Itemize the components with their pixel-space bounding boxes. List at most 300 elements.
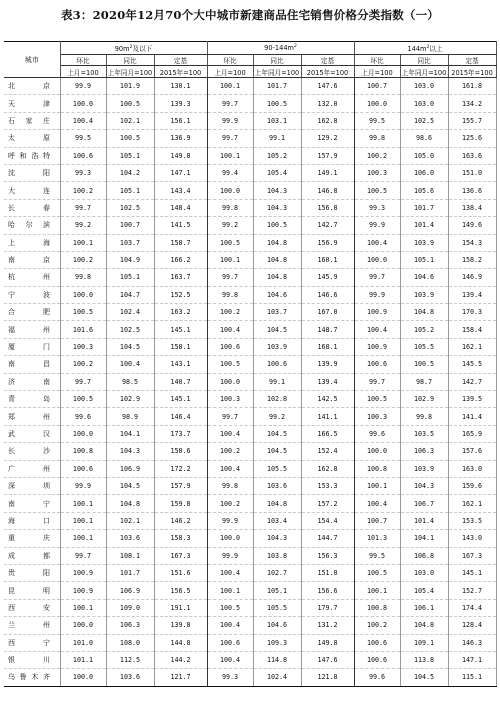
index-value-cell: 101.4 [400, 512, 448, 529]
index-value-cell: 156.9 [301, 234, 354, 251]
index-value-cell: 98.6 [400, 130, 448, 147]
index-value-cell: 146.3 [448, 634, 496, 651]
table-row [4, 130, 496, 147]
index-value-cell: 104.5 [106, 477, 154, 494]
index-value-cell: 143.4 [154, 182, 207, 199]
group-label: 90m [114, 45, 130, 53]
index-value-cell: 143.0 [448, 530, 496, 547]
index-value-cell: 158.1 [154, 338, 207, 355]
index-value-cell: 100.1 [60, 530, 106, 547]
base-header-cell: 上年同月=100 [400, 66, 448, 78]
index-value-cell: 99.8 [207, 199, 253, 216]
index-value-cell: 145.1 [154, 391, 207, 408]
index-value-cell: 170.3 [448, 304, 496, 321]
index-value-cell: 162.1 [448, 495, 496, 512]
table-row [4, 251, 496, 268]
index-value-cell: 106.7 [400, 495, 448, 512]
index-value-cell: 100.2 [354, 617, 400, 634]
city-cell [4, 477, 60, 494]
index-value-cell: 99.9 [354, 286, 400, 303]
table-row [4, 391, 496, 408]
city-name: 北京 [8, 82, 50, 91]
city-name: 杭州 [8, 273, 50, 282]
index-value-cell: 101.6 [60, 321, 106, 338]
index-value-cell: 104.3 [253, 530, 301, 547]
sub-header-cell: 环比 [354, 55, 400, 66]
table-row [4, 304, 496, 321]
index-value-cell: 109.3 [253, 634, 301, 651]
index-value-cell: 100.1 [60, 512, 106, 529]
index-value-cell: 104.5 [400, 669, 448, 686]
index-value-cell: 100.5 [400, 356, 448, 373]
index-value-cell: 102.4 [106, 304, 154, 321]
index-value-cell: 105.6 [400, 182, 448, 199]
city-cell [4, 95, 60, 112]
index-value-cell: 100.4 [207, 460, 253, 477]
index-value-cell: 161.8 [448, 78, 496, 95]
city-cell [4, 425, 60, 442]
table-row [4, 512, 496, 529]
index-value-cell: 108.1 [106, 547, 154, 564]
index-value-cell: 100.7 [106, 217, 154, 234]
index-value-cell: 99.9 [207, 112, 253, 129]
city-name: 长沙 [8, 447, 50, 456]
index-value-cell: 156.5 [154, 582, 207, 599]
index-value-cell: 172.2 [154, 460, 207, 477]
index-value-cell: 104.8 [106, 495, 154, 512]
index-value-cell: 101.1 [60, 651, 106, 668]
index-value-cell: 100.5 [253, 95, 301, 112]
city-cell [4, 78, 60, 95]
index-value-cell: 100.2 [60, 251, 106, 268]
index-value-cell: 156.8 [301, 199, 354, 216]
index-value-cell: 102.9 [400, 391, 448, 408]
city-name: 银川 [8, 656, 50, 665]
index-value-cell: 101.7 [253, 78, 301, 95]
table-row [4, 182, 496, 199]
city-cell [4, 460, 60, 477]
city-name: 厦门 [8, 343, 50, 352]
index-value-cell: 141.5 [154, 217, 207, 234]
city-name: 武汉 [8, 430, 50, 438]
index-value-cell: 100.4 [354, 234, 400, 251]
index-value-cell: 100.2 [207, 304, 253, 321]
index-value-cell: 98.7 [400, 373, 448, 390]
index-value-cell: 104.1 [106, 425, 154, 442]
index-value-cell: 179.7 [301, 599, 354, 616]
city-name: 青岛 [8, 395, 50, 404]
table-row [4, 617, 496, 634]
index-value-cell: 99.2 [253, 408, 301, 425]
city-cell [4, 321, 60, 338]
table-row [4, 477, 496, 494]
index-value-cell: 141.1 [301, 408, 354, 425]
base-header-cell: 2015年=100 [448, 66, 496, 78]
city-cell [4, 373, 60, 390]
index-value-cell: 112.5 [106, 651, 154, 668]
city-cell [4, 495, 60, 512]
index-value-cell: 154.3 [448, 234, 496, 251]
base-header-cell: 2015年=100 [154, 66, 207, 78]
index-value-cell: 99.9 [60, 477, 106, 494]
table-row [4, 286, 496, 303]
city-name: 天津 [8, 99, 50, 108]
index-value-cell: 103.5 [400, 425, 448, 442]
index-value-cell: 103.8 [253, 547, 301, 564]
table-row [4, 269, 496, 286]
index-value-cell: 102.5 [400, 112, 448, 129]
index-value-cell: 101.3 [354, 530, 400, 547]
index-value-cell: 152.7 [448, 582, 496, 599]
city-name: 昆明 [8, 586, 50, 595]
index-value-cell: 160.1 [301, 251, 354, 268]
index-value-cell: 100.3 [354, 164, 400, 181]
index-value-cell: 102.4 [253, 669, 301, 686]
index-value-cell: 100.5 [106, 130, 154, 147]
city-cell [4, 599, 60, 616]
index-value-cell: 100.0 [60, 617, 106, 634]
index-value-cell: 99.7 [207, 95, 253, 112]
index-value-cell: 152.5 [154, 286, 207, 303]
index-value-cell: 151.0 [301, 564, 354, 581]
index-value-cell: 100.0 [207, 182, 253, 199]
index-value-cell: 102.1 [106, 112, 154, 129]
index-value-cell: 99.6 [60, 408, 106, 425]
index-value-cell: 191.1 [154, 599, 207, 616]
index-value-cell: 101.7 [400, 199, 448, 216]
index-value-cell: 174.4 [448, 599, 496, 616]
index-value-cell: 99.5 [354, 547, 400, 564]
index-value-cell: 100.1 [207, 147, 253, 164]
index-value-cell: 99.7 [207, 130, 253, 147]
city-name: 重庆 [8, 534, 50, 543]
index-value-cell: 105.5 [253, 460, 301, 477]
table-row [4, 234, 496, 251]
index-value-cell: 136.6 [448, 182, 496, 199]
index-value-cell: 99.3 [60, 164, 106, 181]
index-value-cell: 100.0 [354, 95, 400, 112]
index-value-cell: 156.1 [154, 112, 207, 129]
index-value-cell: 105.5 [253, 599, 301, 616]
sub-header-row [4, 55, 496, 66]
index-value-cell: 100.0 [354, 443, 400, 460]
index-value-cell: 129.2 [301, 130, 354, 147]
sub-header-cell: 环比 [207, 55, 253, 66]
city-name: 太原 [8, 134, 50, 143]
index-value-cell: 100.2 [60, 356, 106, 373]
index-value-cell: 100.4 [207, 425, 253, 442]
index-value-cell: 145.1 [154, 321, 207, 338]
group-label-sup: 2 [293, 43, 297, 49]
index-value-cell: 100.5 [207, 356, 253, 373]
index-value-cell: 132.0 [301, 95, 354, 112]
index-value-cell: 100.2 [207, 443, 253, 460]
index-value-cell: 99.7 [60, 373, 106, 390]
index-value-cell: 158.3 [154, 530, 207, 547]
index-value-cell: 100.1 [207, 78, 253, 95]
index-value-cell: 168.1 [301, 338, 354, 355]
index-value-cell: 104.3 [253, 199, 301, 216]
base-header-cell: 上月=100 [354, 66, 400, 78]
index-value-cell: 105.1 [106, 269, 154, 286]
index-value-cell: 144.2 [154, 651, 207, 668]
index-value-cell: 100.8 [354, 460, 400, 477]
index-value-cell: 106.9 [106, 460, 154, 477]
table-row [4, 669, 496, 686]
index-value-cell: 154.4 [301, 512, 354, 529]
index-value-cell: 101.7 [106, 564, 154, 581]
group-label: 144m [407, 45, 427, 53]
sub-header-cell: 定基 [154, 55, 207, 66]
index-value-cell: 106.0 [400, 164, 448, 181]
city-name: 呼和浩特 [8, 151, 50, 160]
index-value-cell: 121.7 [154, 669, 207, 686]
index-value-cell: 100.1 [60, 234, 106, 251]
index-value-cell: 100.4 [106, 356, 154, 373]
index-value-cell: 138.4 [448, 199, 496, 216]
city-name: 深圳 [8, 482, 50, 491]
index-value-cell: 99.9 [207, 547, 253, 564]
index-value-cell: 115.1 [448, 669, 496, 686]
index-value-cell: 99.7 [60, 547, 106, 564]
index-value-cell: 158.4 [448, 321, 496, 338]
index-value-cell: 100.1 [354, 582, 400, 599]
index-value-cell: 134.2 [448, 95, 496, 112]
index-value-cell: 151.0 [448, 164, 496, 181]
index-value-cell: 100.8 [60, 443, 106, 460]
index-value-cell: 100.8 [354, 599, 400, 616]
index-value-cell: 102.5 [106, 321, 154, 338]
index-value-cell: 100.3 [60, 338, 106, 355]
index-value-cell: 162.1 [448, 338, 496, 355]
index-value-cell: 103.1 [253, 112, 301, 129]
index-value-cell: 156.6 [301, 582, 354, 599]
index-value-cell: 103.7 [253, 304, 301, 321]
index-value-cell: 100.9 [354, 338, 400, 355]
table-row [4, 112, 496, 129]
index-value-cell: 149.8 [301, 634, 354, 651]
index-value-cell: 104.5 [253, 443, 301, 460]
index-value-cell: 100.1 [354, 477, 400, 494]
city-name: 西宁 [8, 638, 50, 647]
table-row [4, 338, 496, 355]
index-value-cell: 157.9 [301, 147, 354, 164]
index-value-cell: 98.5 [106, 373, 154, 390]
index-value-cell: 104.7 [106, 286, 154, 303]
index-value-cell: 114.8 [253, 651, 301, 668]
table-row [4, 217, 496, 234]
table-row [4, 564, 496, 581]
city-name: 贵阳 [8, 569, 50, 578]
index-value-cell: 148.4 [154, 199, 207, 216]
index-value-cell: 156.3 [301, 547, 354, 564]
table-row [4, 582, 496, 599]
index-value-cell: 100.5 [60, 304, 106, 321]
index-value-cell: 105.1 [106, 147, 154, 164]
index-value-cell: 101.4 [400, 217, 448, 234]
table-row [4, 199, 496, 216]
table-row [4, 547, 496, 564]
index-value-cell: 99.7 [207, 408, 253, 425]
city-cell [4, 217, 60, 234]
index-value-cell: 100.4 [207, 564, 253, 581]
index-value-cell: 146.6 [301, 286, 354, 303]
table-row [4, 460, 496, 477]
index-value-cell: 105.4 [400, 582, 448, 599]
index-value-cell: 104.3 [106, 443, 154, 460]
group-header-small [60, 42, 207, 55]
index-value-cell: 100.3 [207, 391, 253, 408]
index-value-cell: 99.1 [253, 130, 301, 147]
index-value-cell: 100.5 [354, 182, 400, 199]
index-value-cell: 99.7 [354, 373, 400, 390]
index-value-cell: 100.6 [207, 634, 253, 651]
index-value-cell: 140.7 [154, 373, 207, 390]
index-value-cell: 104.8 [253, 234, 301, 251]
city-cell [4, 443, 60, 460]
index-value-cell: 153.5 [448, 512, 496, 529]
index-value-cell: 99.8 [354, 130, 400, 147]
index-value-cell: 139.3 [154, 95, 207, 112]
index-value-cell: 105.0 [400, 147, 448, 164]
index-value-cell: 173.7 [154, 425, 207, 442]
city-name: 上海 [8, 238, 50, 247]
base-header-cell: 上月=100 [60, 66, 106, 78]
index-value-cell: 100.1 [60, 495, 106, 512]
index-value-cell: 101.0 [60, 634, 106, 651]
index-value-cell: 100.5 [60, 391, 106, 408]
city-name: 兰州 [8, 621, 50, 630]
index-value-cell: 99.3 [354, 199, 400, 216]
city-cell [4, 634, 60, 651]
index-value-cell: 157.9 [154, 477, 207, 494]
index-value-cell: 150.6 [154, 443, 207, 460]
index-value-cell: 103.6 [106, 530, 154, 547]
index-value-cell: 99.5 [354, 112, 400, 129]
group-header-large [354, 42, 496, 55]
index-value-cell: 100.2 [354, 147, 400, 164]
index-value-cell: 100.4 [207, 321, 253, 338]
city-cell [4, 147, 60, 164]
index-value-cell: 100.6 [60, 460, 106, 477]
index-value-cell: 104.8 [253, 495, 301, 512]
index-value-cell: 108.0 [106, 634, 154, 651]
price-index-table [4, 41, 497, 687]
index-value-cell: 125.6 [448, 130, 496, 147]
index-value-cell: 100.1 [60, 599, 106, 616]
index-value-cell: 100.9 [60, 564, 106, 581]
city-cell [4, 251, 60, 268]
index-value-cell: 159.6 [448, 477, 496, 494]
index-value-cell: 149.6 [448, 217, 496, 234]
index-value-cell: 99.7 [207, 269, 253, 286]
index-value-cell: 109.1 [400, 634, 448, 651]
table-row [4, 95, 496, 112]
index-value-cell: 106.3 [400, 443, 448, 460]
index-value-cell: 100.5 [106, 95, 154, 112]
index-value-cell: 104.3 [253, 182, 301, 199]
table-row [4, 408, 496, 425]
sub-header-cell: 同比 [106, 55, 154, 66]
city-name: 济南 [8, 377, 50, 386]
index-value-cell: 152.4 [301, 443, 354, 460]
index-value-cell: 104.8 [400, 617, 448, 634]
city-name: 广州 [8, 464, 50, 473]
index-value-cell: 100.0 [60, 95, 106, 112]
index-value-cell: 158.2 [448, 251, 496, 268]
index-value-cell: 99.2 [60, 217, 106, 234]
city-name: 乌鲁木齐 [8, 673, 50, 682]
index-value-cell: 100.0 [207, 530, 253, 547]
city-cell [4, 112, 60, 129]
sub-header-cell: 定基 [448, 55, 496, 66]
city-column-header: 城市 [4, 42, 60, 78]
index-value-cell: 99.5 [60, 130, 106, 147]
city-cell [4, 408, 60, 425]
index-value-cell: 142.7 [448, 373, 496, 390]
city-cell [4, 199, 60, 216]
index-value-cell: 106.1 [400, 599, 448, 616]
index-value-cell: 139.5 [448, 391, 496, 408]
city-cell [4, 547, 60, 564]
index-value-cell: 151.6 [154, 564, 207, 581]
index-value-cell: 159.8 [154, 495, 207, 512]
index-value-cell: 100.0 [60, 669, 106, 686]
city-cell [4, 617, 60, 634]
table-row [4, 78, 496, 95]
city-name: 南京 [8, 256, 50, 265]
index-value-cell: 102.7 [253, 564, 301, 581]
index-value-cell: 99.1 [253, 373, 301, 390]
index-value-cell: 99.9 [207, 512, 253, 529]
index-value-cell: 104.6 [400, 269, 448, 286]
index-value-cell: 100.4 [354, 321, 400, 338]
index-value-cell: 100.9 [60, 582, 106, 599]
index-value-cell: 105.2 [253, 147, 301, 164]
index-value-cell: 103.9 [400, 460, 448, 477]
index-value-cell: 100.0 [60, 286, 106, 303]
table-row [4, 164, 496, 181]
index-value-cell: 100.9 [354, 304, 400, 321]
index-value-cell: 141.4 [448, 408, 496, 425]
city-cell [4, 512, 60, 529]
index-value-cell: 100.2 [207, 495, 253, 512]
index-value-cell: 104.5 [106, 338, 154, 355]
city-name: 福州 [8, 325, 50, 334]
index-value-cell: 104.8 [400, 304, 448, 321]
index-value-cell: 100.6 [354, 356, 400, 373]
index-value-cell: 100.4 [354, 495, 400, 512]
index-value-cell: 139.9 [301, 356, 354, 373]
table-row [4, 651, 496, 668]
index-value-cell: 102.1 [106, 512, 154, 529]
table-header [4, 42, 496, 78]
index-value-cell: 148.7 [301, 321, 354, 338]
group-label: 90-144m [264, 44, 294, 52]
group-header-medium [207, 42, 354, 55]
city-name: 哈尔滨 [8, 221, 50, 230]
index-value-cell: 103.0 [400, 78, 448, 95]
index-value-cell: 104.9 [106, 251, 154, 268]
city-name: 合肥 [8, 308, 50, 317]
index-value-cell: 105.5 [400, 338, 448, 355]
table-row [4, 356, 496, 373]
city-cell [4, 391, 60, 408]
index-value-cell: 102.5 [106, 199, 154, 216]
index-value-cell: 109.0 [106, 599, 154, 616]
index-value-cell: 165.9 [448, 425, 496, 442]
city-cell [4, 338, 60, 355]
